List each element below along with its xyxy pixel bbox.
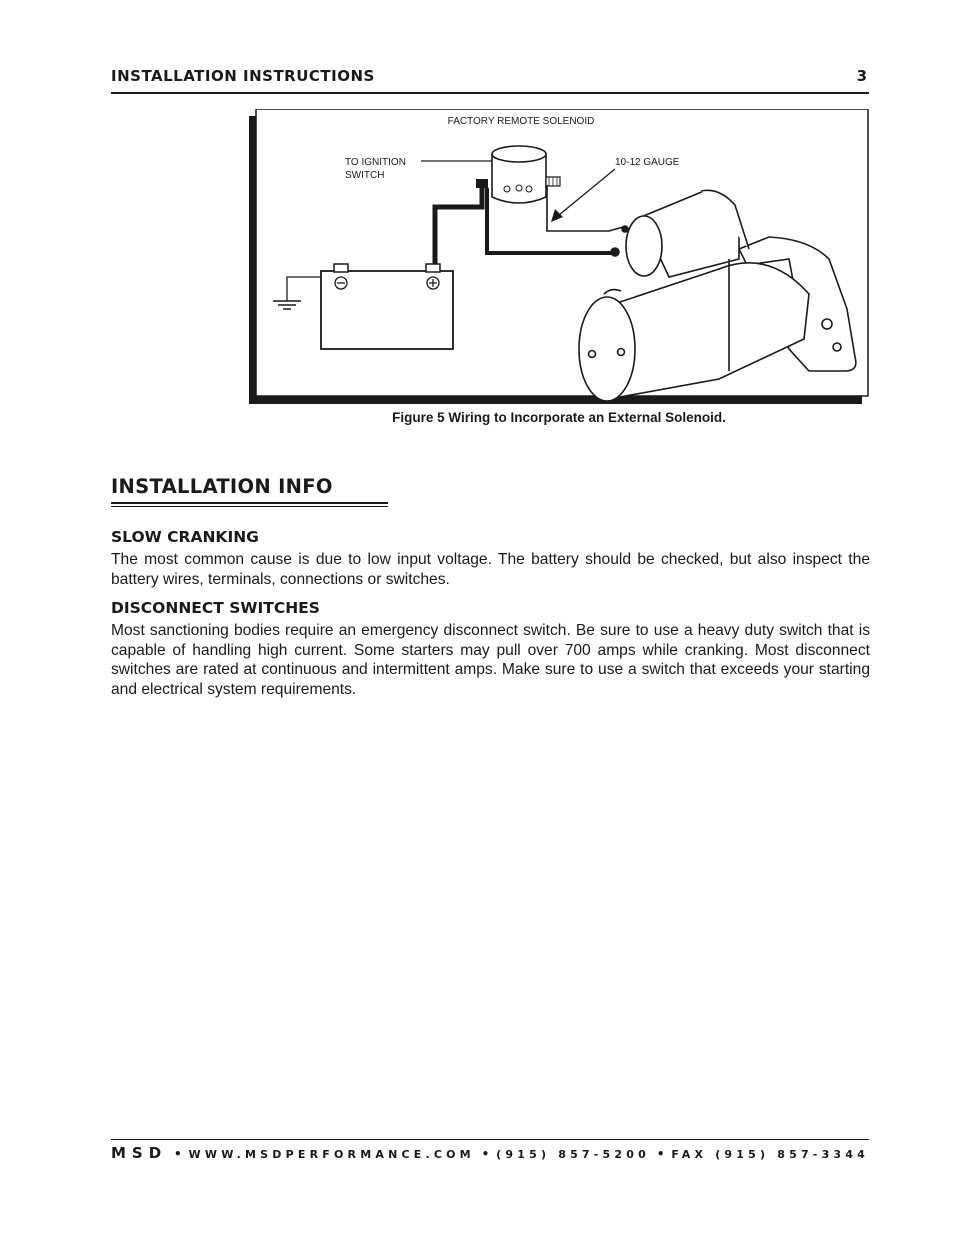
ignition-label-line1: TO IGNITION xyxy=(345,157,406,168)
footer-separator: • xyxy=(656,1147,665,1161)
subsection-heading-slow-cranking: SLOW CRANKING xyxy=(111,528,259,546)
ignition-label-line2: SWITCH xyxy=(345,170,385,181)
gauge-label: 10-12 GAUGE xyxy=(615,157,680,168)
footer-separator: • xyxy=(481,1147,490,1161)
header-title: INSTALLATION INSTRUCTIONS xyxy=(111,67,375,85)
page-number: 3 xyxy=(856,67,867,85)
section-title-underline-thin xyxy=(111,506,388,507)
footer-website: WWW.MSDPERFORMANCE.COM xyxy=(188,1148,475,1161)
wiring-diagram xyxy=(249,109,869,405)
section-title: INSTALLATION INFO xyxy=(111,475,333,498)
solenoid-label: FACTORY REMOTE SOLENOID xyxy=(447,116,595,127)
footer-separator: • xyxy=(174,1147,182,1161)
section-title-underline xyxy=(111,502,388,504)
page-header xyxy=(111,66,869,94)
footer-fax: FAX (915) 857-3344 xyxy=(671,1148,869,1161)
subsection-text-disconnect-switches: Most sanctioning bodies require an emergency disconnect switch. Be sure to use a heavy duty switch that is capable of handling high current. Some starters may pull over 700 amps while cranking. Most disconnect switches are rated at continuous and intermittent amps. Make sure to use a switch that exceeds your starting and electrical system requirements. xyxy=(111,622,870,698)
footer-phone: (915) 857-5200 xyxy=(496,1148,650,1161)
wiring-figure xyxy=(249,109,869,405)
subsection-heading-disconnect-switches: DISCONNECT SWITCHES xyxy=(111,599,320,617)
footer-brand: MSD xyxy=(111,1144,168,1162)
page-footer xyxy=(111,1144,869,1164)
subsection-text-slow-cranking: The most common cause is due to low input voltage. The battery should be checked, but also inspect the battery wires, terminals, connections or switches. xyxy=(111,551,870,588)
footer-rule xyxy=(111,1139,869,1140)
battery-icon xyxy=(321,264,453,349)
figure-caption: Figure 5 Wiring to Incorporate an External Solenoid. xyxy=(392,410,726,425)
